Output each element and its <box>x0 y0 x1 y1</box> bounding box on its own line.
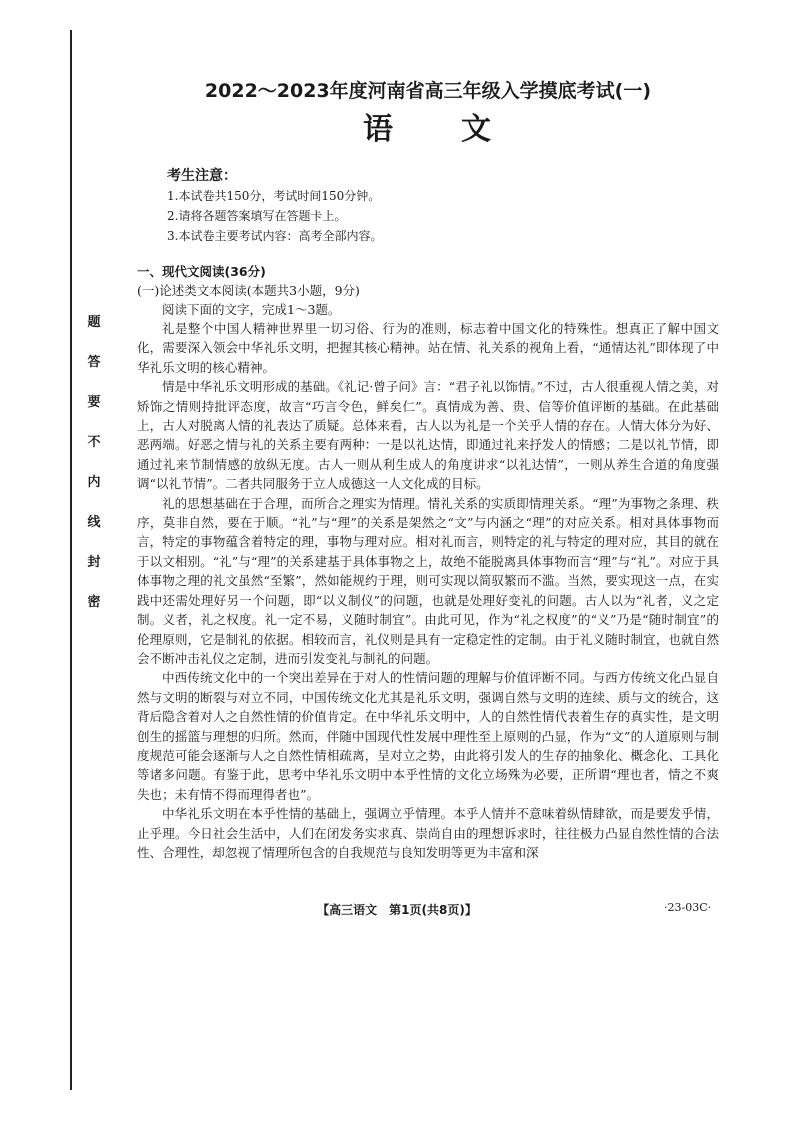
sealing-char: 封 <box>87 555 101 570</box>
sealing-char: 题 <box>87 315 101 330</box>
section-heading: 一、现代文阅读(36分) <box>137 264 266 279</box>
notice-title: 考生注意： <box>167 168 237 184</box>
passage-paragraph: 中华礼乐文明在本乎性情的基础上，强调立乎情理。本乎人情并不意味着纵情肆欲，而是要发乎情，止乎理。今日社会生活中，人们在闭发务实求真、崇尚自由的理想诉求时，往往极力凸显自然性情的合法性、合理性，却忽视了情理所包含的自我规范与良知发明等更为丰富和深 <box>137 806 719 860</box>
sealing-char: 答 <box>87 355 101 370</box>
sealing-char: 不 <box>87 435 101 450</box>
sealing-char: 密 <box>87 595 101 610</box>
sealing-char: 要 <box>87 395 101 410</box>
passage-paragraph: 情是中华礼乐文明形成的基础。《礼记·曾子问》言：“君子礼以饰情。”不过，古人很重视人情之美，对矫饰之情则持批评态度，故言“巧言令色，鲜矣仁”。真情成为善、贵、信等价值评断的基础。在此基础上，古人对脱离人情的礼表达了质疑。总体来看，古人以为礼是一个关乎人情的存在。人情大体分为好、恶两端。好恶之情与礼的关系主要有两种：一是以礼达情，即通过礼来抒发人的情感；二是以礼节情，即通过礼来节制情感的放纵无度。古人一则从利生成人的角度讲求“以礼达情”，一则从养生合道的角度强调“以礼节情”。二者共同服务于立人成德这一人文化成的目标。 <box>137 379 719 492</box>
sealing-line <box>70 30 72 1090</box>
exam-code: ·23-03C· <box>664 901 712 914</box>
exam-title: 2022～2023年度河南省高三年级入学摸底考试(一) <box>204 80 652 102</box>
reading-instruction: 阅读下面的文字，完成1～3题。 <box>162 302 341 317</box>
notice-item: 1.本试卷共150分，考试时间150分钟。 <box>167 189 381 203</box>
page-number: 【高三语文 第1页(共8页)】 <box>317 903 477 917</box>
subject-title: 语文 <box>363 112 559 147</box>
candidate-notice <box>167 166 719 246</box>
page-footer <box>0 901 794 919</box>
passage-paragraph: 中西传统文化中的一个突出差异在于对人的性情问题的理解与价值评断不同。与西方传统文化凸显自然与文明的断裂与对立不同，中国传统文化尤其是礼乐文明，强调自然与文明的连续、质与文的统合，这背后隐含着对人之自然性情的价值肯定。在中华礼乐文明中，人的自然性情代表着生存的真实性，是文明创生的摇篮与理想的归所。然而，伴随中国现代性发展中理性至上原则的凸显，作为“文”的人道原则与制度规范可能会逐渐与人之自然性情相疏离，呈对立之势，由此将引发人的生存的抽象化、概念化、工具化等诸多问题。有鉴于此，思考中华礼乐文明中本乎性情的文化立场殊为必要，正所谓“理也者，情之不爽失也；未有情不得而理得者也”。 <box>137 670 719 802</box>
sealing-line-notice <box>84 316 104 636</box>
exam-page <box>137 78 719 862</box>
passage-paragraph: 礼是整个中国人精神世界里一切习俗、行为的准则，标志着中国文化的特殊性。想真正了解中国文化，需要深入领会中华礼乐文明，把握其核心精神。站在情、礼关系的视角上看，“通情达礼”即体现了中华礼乐文明的核心精神。 <box>137 321 719 375</box>
sealing-char: 线 <box>87 515 101 530</box>
notice-item: 2.请将各题答案填写在答题卡上。 <box>167 209 347 223</box>
sealing-char: 内 <box>87 475 101 490</box>
section-subheading: (一)论述类文本阅读(本题共3小题，9分) <box>137 283 360 298</box>
notice-item: 3.本试卷主要考试内容：高考全部内容。 <box>167 229 383 243</box>
passage-paragraph: 礼的思想基础在于合理，而所合之理实为情理。情礼关系的实质即情理关系。“理”为事物之条理、秩序，莫非自然，要在于顺。“礼”与“理”的关系是架然之“文”与内涵之“理”的对应关系。相对具体事物而言，特定的事物蕴含着特定的理，事物与理对应。相对礼而言，则特定的礼与特定的理对应，其目的就在于以文相别。“礼”与“理”的关系建基于具体事物之上，故绝不能脱离具体事物而言“理”与“礼”。对应于具体事物之理的礼文虽然“至繁”，然如能规约于理，则可实现以简驭繁而不滥。当然，要实现这一点，在实践中还需处理好另一个问题，即“以义制仪”的问题，也就是处理好变礼的问题。古人以为“礼者，义之定制。义者，礼之权度。礼一定不易，义随时制宜”。由此可见，作为“礼之权度”的“义”乃是“随时制宜”的伦理原则，它是制礼的依据。相较而言，礼仪则是具有一定稳定性的定制。由于礼义随时制宜，也就自然会不断冲击礼仪之定制，进而引发变礼与制礼的问题。 <box>137 495 719 666</box>
